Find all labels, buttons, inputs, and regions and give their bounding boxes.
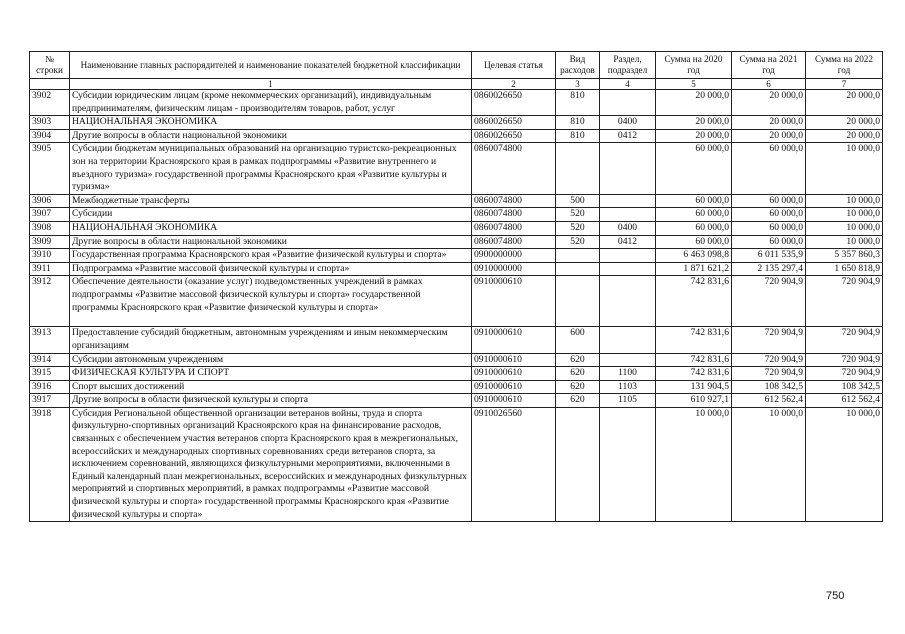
row-target: 0860026650 xyxy=(472,90,556,116)
row-target: 0910000000 xyxy=(472,262,556,276)
row-sum-2021: 20 000,0 xyxy=(732,129,806,143)
row-sum-2022: 20 000,0 xyxy=(806,116,883,130)
table-row xyxy=(30,327,883,353)
row-name: НАЦИОНАЛЬНАЯ ЭКОНОМИКА xyxy=(70,221,472,235)
row-number: 3912 xyxy=(30,276,70,327)
budget-table xyxy=(29,51,883,522)
row-sum-2021: 720 904,9 xyxy=(732,276,806,327)
row-sum-2022: 720 904,9 xyxy=(806,353,883,367)
row-section xyxy=(600,143,656,194)
row-sum-2021: 108 342,5 xyxy=(732,380,806,394)
table-row xyxy=(30,249,883,263)
row-sum-2020: 742 831,6 xyxy=(656,276,732,327)
row-expense-type xyxy=(556,249,600,263)
row-section: 1105 xyxy=(600,394,656,408)
row-number: 3906 xyxy=(30,194,70,208)
row-number: 3911 xyxy=(30,262,70,276)
row-number: 3918 xyxy=(30,407,70,521)
row-name: Обеспечение деятельности (оказание услуг) подведомственных учреждений в рамках подпрограммы «Развитие массовой физической культуры и спорта» государственной программы Красноярского края «Развитие физической культуры и спорта» xyxy=(70,276,472,327)
header-section: Раздел, подраздел xyxy=(600,52,656,79)
row-expense-type: 520 xyxy=(556,221,600,235)
row-sum-2021: 60 000,0 xyxy=(732,143,806,194)
column-number: 6 xyxy=(732,79,806,90)
row-number: 3915 xyxy=(30,367,70,381)
column-number: 1 xyxy=(70,79,472,90)
row-sum-2021: 60 000,0 xyxy=(732,194,806,208)
row-name: Подпрограмма «Развитие массовой физической культуры и спорта» xyxy=(70,262,472,276)
row-name: Другие вопросы в области национальной экономики xyxy=(70,129,472,143)
column-number: 2 xyxy=(472,79,556,90)
row-sum-2021: 720 904,9 xyxy=(732,367,806,381)
row-sum-2021: 720 904,9 xyxy=(732,327,806,353)
row-expense-type: 520 xyxy=(556,235,600,249)
row-number: 3903 xyxy=(30,116,70,130)
row-section: 1103 xyxy=(600,380,656,394)
row-sum-2020: 20 000,0 xyxy=(656,116,732,130)
row-expense-type: 810 xyxy=(556,116,600,130)
table-row xyxy=(30,380,883,394)
row-sum-2020: 131 904,5 xyxy=(656,380,732,394)
column-number: 7 xyxy=(806,79,883,90)
row-name: Другие вопросы в области национальной экономики xyxy=(70,235,472,249)
table-row xyxy=(30,221,883,235)
row-name: ФИЗИЧЕСКАЯ КУЛЬТУРА И СПОРТ xyxy=(70,367,472,381)
row-sum-2020: 742 831,6 xyxy=(656,327,732,353)
row-section xyxy=(600,90,656,116)
header-expense-type: Вид расходов xyxy=(556,52,600,79)
header-row-no: № строки xyxy=(30,52,70,79)
row-sum-2021: 60 000,0 xyxy=(732,221,806,235)
row-expense-type: 810 xyxy=(556,90,600,116)
row-number: 3907 xyxy=(30,208,70,222)
row-sum-2022: 10 000,0 xyxy=(806,221,883,235)
row-section: 0400 xyxy=(600,116,656,130)
row-sum-2021: 60 000,0 xyxy=(732,235,806,249)
row-section xyxy=(600,353,656,367)
row-sum-2022: 5 357 860,3 xyxy=(806,249,883,263)
row-section: 0400 xyxy=(600,221,656,235)
row-name: НАЦИОНАЛЬНАЯ ЭКОНОМИКА xyxy=(70,116,472,130)
row-name: Государственная программа Красноярского края «Развитие физической культуры и спорта» xyxy=(70,249,472,263)
table-row xyxy=(30,262,883,276)
table-row xyxy=(30,90,883,116)
row-sum-2020: 742 831,6 xyxy=(656,353,732,367)
row-sum-2020: 742 831,6 xyxy=(656,367,732,381)
row-sum-2021: 10 000,0 xyxy=(732,407,806,521)
row-sum-2021: 60 000,0 xyxy=(732,208,806,222)
row-expense-type: 620 xyxy=(556,380,600,394)
row-name: Субсидии xyxy=(70,208,472,222)
row-sum-2022: 720 904,9 xyxy=(806,276,883,327)
row-name: Другие вопросы в области физической культуры и спорта xyxy=(70,394,472,408)
row-section xyxy=(600,208,656,222)
table-row xyxy=(30,394,883,408)
row-expense-type: 600 xyxy=(556,327,600,353)
row-sum-2020: 60 000,0 xyxy=(656,194,732,208)
row-target: 0910000610 xyxy=(472,353,556,367)
row-target: 0910000610 xyxy=(472,327,556,353)
row-number: 3916 xyxy=(30,380,70,394)
row-sum-2021: 20 000,0 xyxy=(732,90,806,116)
table-row xyxy=(30,208,883,222)
page-number: 750 xyxy=(826,590,845,602)
header-target: Целевая статья xyxy=(472,52,556,79)
row-name: Субсидии юридическим лицам (кроме некоммерческих организаций), индивидуальным предпринимателям, физическим лицам - производителям товаров, работ, услуг xyxy=(70,90,472,116)
row-target: 0910000610 xyxy=(472,367,556,381)
row-sum-2022: 720 904,9 xyxy=(806,327,883,353)
row-sum-2020: 1 871 621,2 xyxy=(656,262,732,276)
row-section xyxy=(600,249,656,263)
row-expense-type xyxy=(556,262,600,276)
row-target: 0900000000 xyxy=(472,249,556,263)
row-target: 0860026650 xyxy=(472,116,556,130)
row-sum-2021: 612 562,4 xyxy=(732,394,806,408)
row-target: 0860074800 xyxy=(472,194,556,208)
row-section: 0412 xyxy=(600,129,656,143)
row-section xyxy=(600,262,656,276)
row-sum-2020: 610 927,1 xyxy=(656,394,732,408)
row-sum-2022: 10 000,0 xyxy=(806,407,883,521)
row-sum-2022: 20 000,0 xyxy=(806,129,883,143)
table-row xyxy=(30,276,883,327)
row-sum-2022: 720 904,9 xyxy=(806,367,883,381)
row-number: 3910 xyxy=(30,249,70,263)
row-name: Субсидии бюджетам муниципальных образований на организацию туристско-рекреационных зон на территории Красноярского края в рамках подпрограммы «Развитие внутреннего и въездного туризма» государственной программы Красноярского края «Развитие культуры и туризма» xyxy=(70,143,472,194)
row-target: 0860026650 xyxy=(472,129,556,143)
row-target: 0910026560 xyxy=(472,407,556,521)
row-number: 3917 xyxy=(30,394,70,408)
row-expense-type xyxy=(556,407,600,521)
row-name: Межбюджетные трансферты xyxy=(70,194,472,208)
column-number: 3 xyxy=(556,79,600,90)
row-sum-2022: 10 000,0 xyxy=(806,143,883,194)
row-number: 3909 xyxy=(30,235,70,249)
row-sum-2020: 60 000,0 xyxy=(656,235,732,249)
row-number: 3908 xyxy=(30,221,70,235)
row-sum-2021: 20 000,0 xyxy=(732,116,806,130)
row-expense-type: 620 xyxy=(556,353,600,367)
row-sum-2020: 6 463 098,8 xyxy=(656,249,732,263)
row-section xyxy=(600,194,656,208)
table-row xyxy=(30,407,883,521)
row-sum-2021: 2 135 297,4 xyxy=(732,262,806,276)
row-sum-2021: 720 904,9 xyxy=(732,353,806,367)
row-target: 0860074800 xyxy=(472,208,556,222)
row-section: 0412 xyxy=(600,235,656,249)
row-sum-2022: 10 000,0 xyxy=(806,194,883,208)
row-sum-2022: 10 000,0 xyxy=(806,235,883,249)
table-row xyxy=(30,235,883,249)
row-name: Предоставление субсидий бюджетным, автономным учреждениям и иным некоммерческим организациям xyxy=(70,327,472,353)
row-sum-2020: 60 000,0 xyxy=(656,221,732,235)
row-target: 0860074800 xyxy=(472,143,556,194)
row-expense-type xyxy=(556,276,600,327)
row-sum-2022: 20 000,0 xyxy=(806,90,883,116)
column-number: 5 xyxy=(656,79,732,90)
row-name: Субсидии автономным учреждениям xyxy=(70,353,472,367)
row-expense-type: 520 xyxy=(556,208,600,222)
row-number: 3913 xyxy=(30,327,70,353)
row-expense-type: 620 xyxy=(556,367,600,381)
row-sum-2020: 60 000,0 xyxy=(656,208,732,222)
row-sum-2022: 612 562,4 xyxy=(806,394,883,408)
header-sum-2022: Сумма на 2022 год xyxy=(806,52,883,79)
row-number: 3902 xyxy=(30,90,70,116)
row-expense-type: 620 xyxy=(556,394,600,408)
row-target: 0860074800 xyxy=(472,235,556,249)
row-sum-2022: 10 000,0 xyxy=(806,208,883,222)
row-expense-type xyxy=(556,143,600,194)
table-row xyxy=(30,129,883,143)
row-expense-type: 500 xyxy=(556,194,600,208)
header-name: Наименование главных распорядителей и наименование показателей бюджетной классификации xyxy=(70,52,472,79)
header-row xyxy=(30,52,883,79)
table-row xyxy=(30,116,883,130)
row-section xyxy=(600,407,656,521)
row-sum-2021: 6 011 535,9 xyxy=(732,249,806,263)
row-target: 0910000610 xyxy=(472,380,556,394)
column-number: 4 xyxy=(600,79,656,90)
row-sum-2020: 20 000,0 xyxy=(656,129,732,143)
row-section: 1100 xyxy=(600,367,656,381)
row-section xyxy=(600,327,656,353)
header-sum-2020: Сумма на 2020 год xyxy=(656,52,732,79)
row-sum-2022: 108 342,5 xyxy=(806,380,883,394)
row-name: Спорт высших достижений xyxy=(70,380,472,394)
header-sum-2021: Сумма на 2021 год xyxy=(732,52,806,79)
row-target: 0910000610 xyxy=(472,276,556,327)
row-number: 3905 xyxy=(30,143,70,194)
row-target: 0910000610 xyxy=(472,394,556,408)
row-sum-2020: 10 000,0 xyxy=(656,407,732,521)
row-section xyxy=(600,276,656,327)
table-row xyxy=(30,353,883,367)
table-row xyxy=(30,194,883,208)
row-target: 0860074800 xyxy=(472,221,556,235)
row-sum-2022: 1 650 818,9 xyxy=(806,262,883,276)
row-name: Субсидия Региональной общественной организации ветеранов войны, труда и спорта физкультурно-спортивных организаций Красноярского края на финансирование расходов, связанных с обеспечением участия ветеранов спорта Красноярского края в межрегиональных, всероссийских и международных спортивных соревнованиях среди ветеранов спорта, за исключением соревнований, являющихся физкультурными мероприятиями, включенными в Единый календарный план межрегиональных, всероссийских и международных физкультурных мероприятий и спортивных мероприятий, в рамках подпрограммы «Развитие массовой физической культуры и спорта» государственной программы Красноярского края «Развитие физической культуры и спорта» xyxy=(70,407,472,521)
row-sum-2020: 60 000,0 xyxy=(656,143,732,194)
row-expense-type: 810 xyxy=(556,129,600,143)
table-row xyxy=(30,143,883,194)
column-numbers-row xyxy=(30,79,883,90)
row-number: 3904 xyxy=(30,129,70,143)
row-number: 3914 xyxy=(30,353,70,367)
table-row xyxy=(30,367,883,381)
column-number xyxy=(30,79,70,90)
row-sum-2020: 20 000,0 xyxy=(656,90,732,116)
